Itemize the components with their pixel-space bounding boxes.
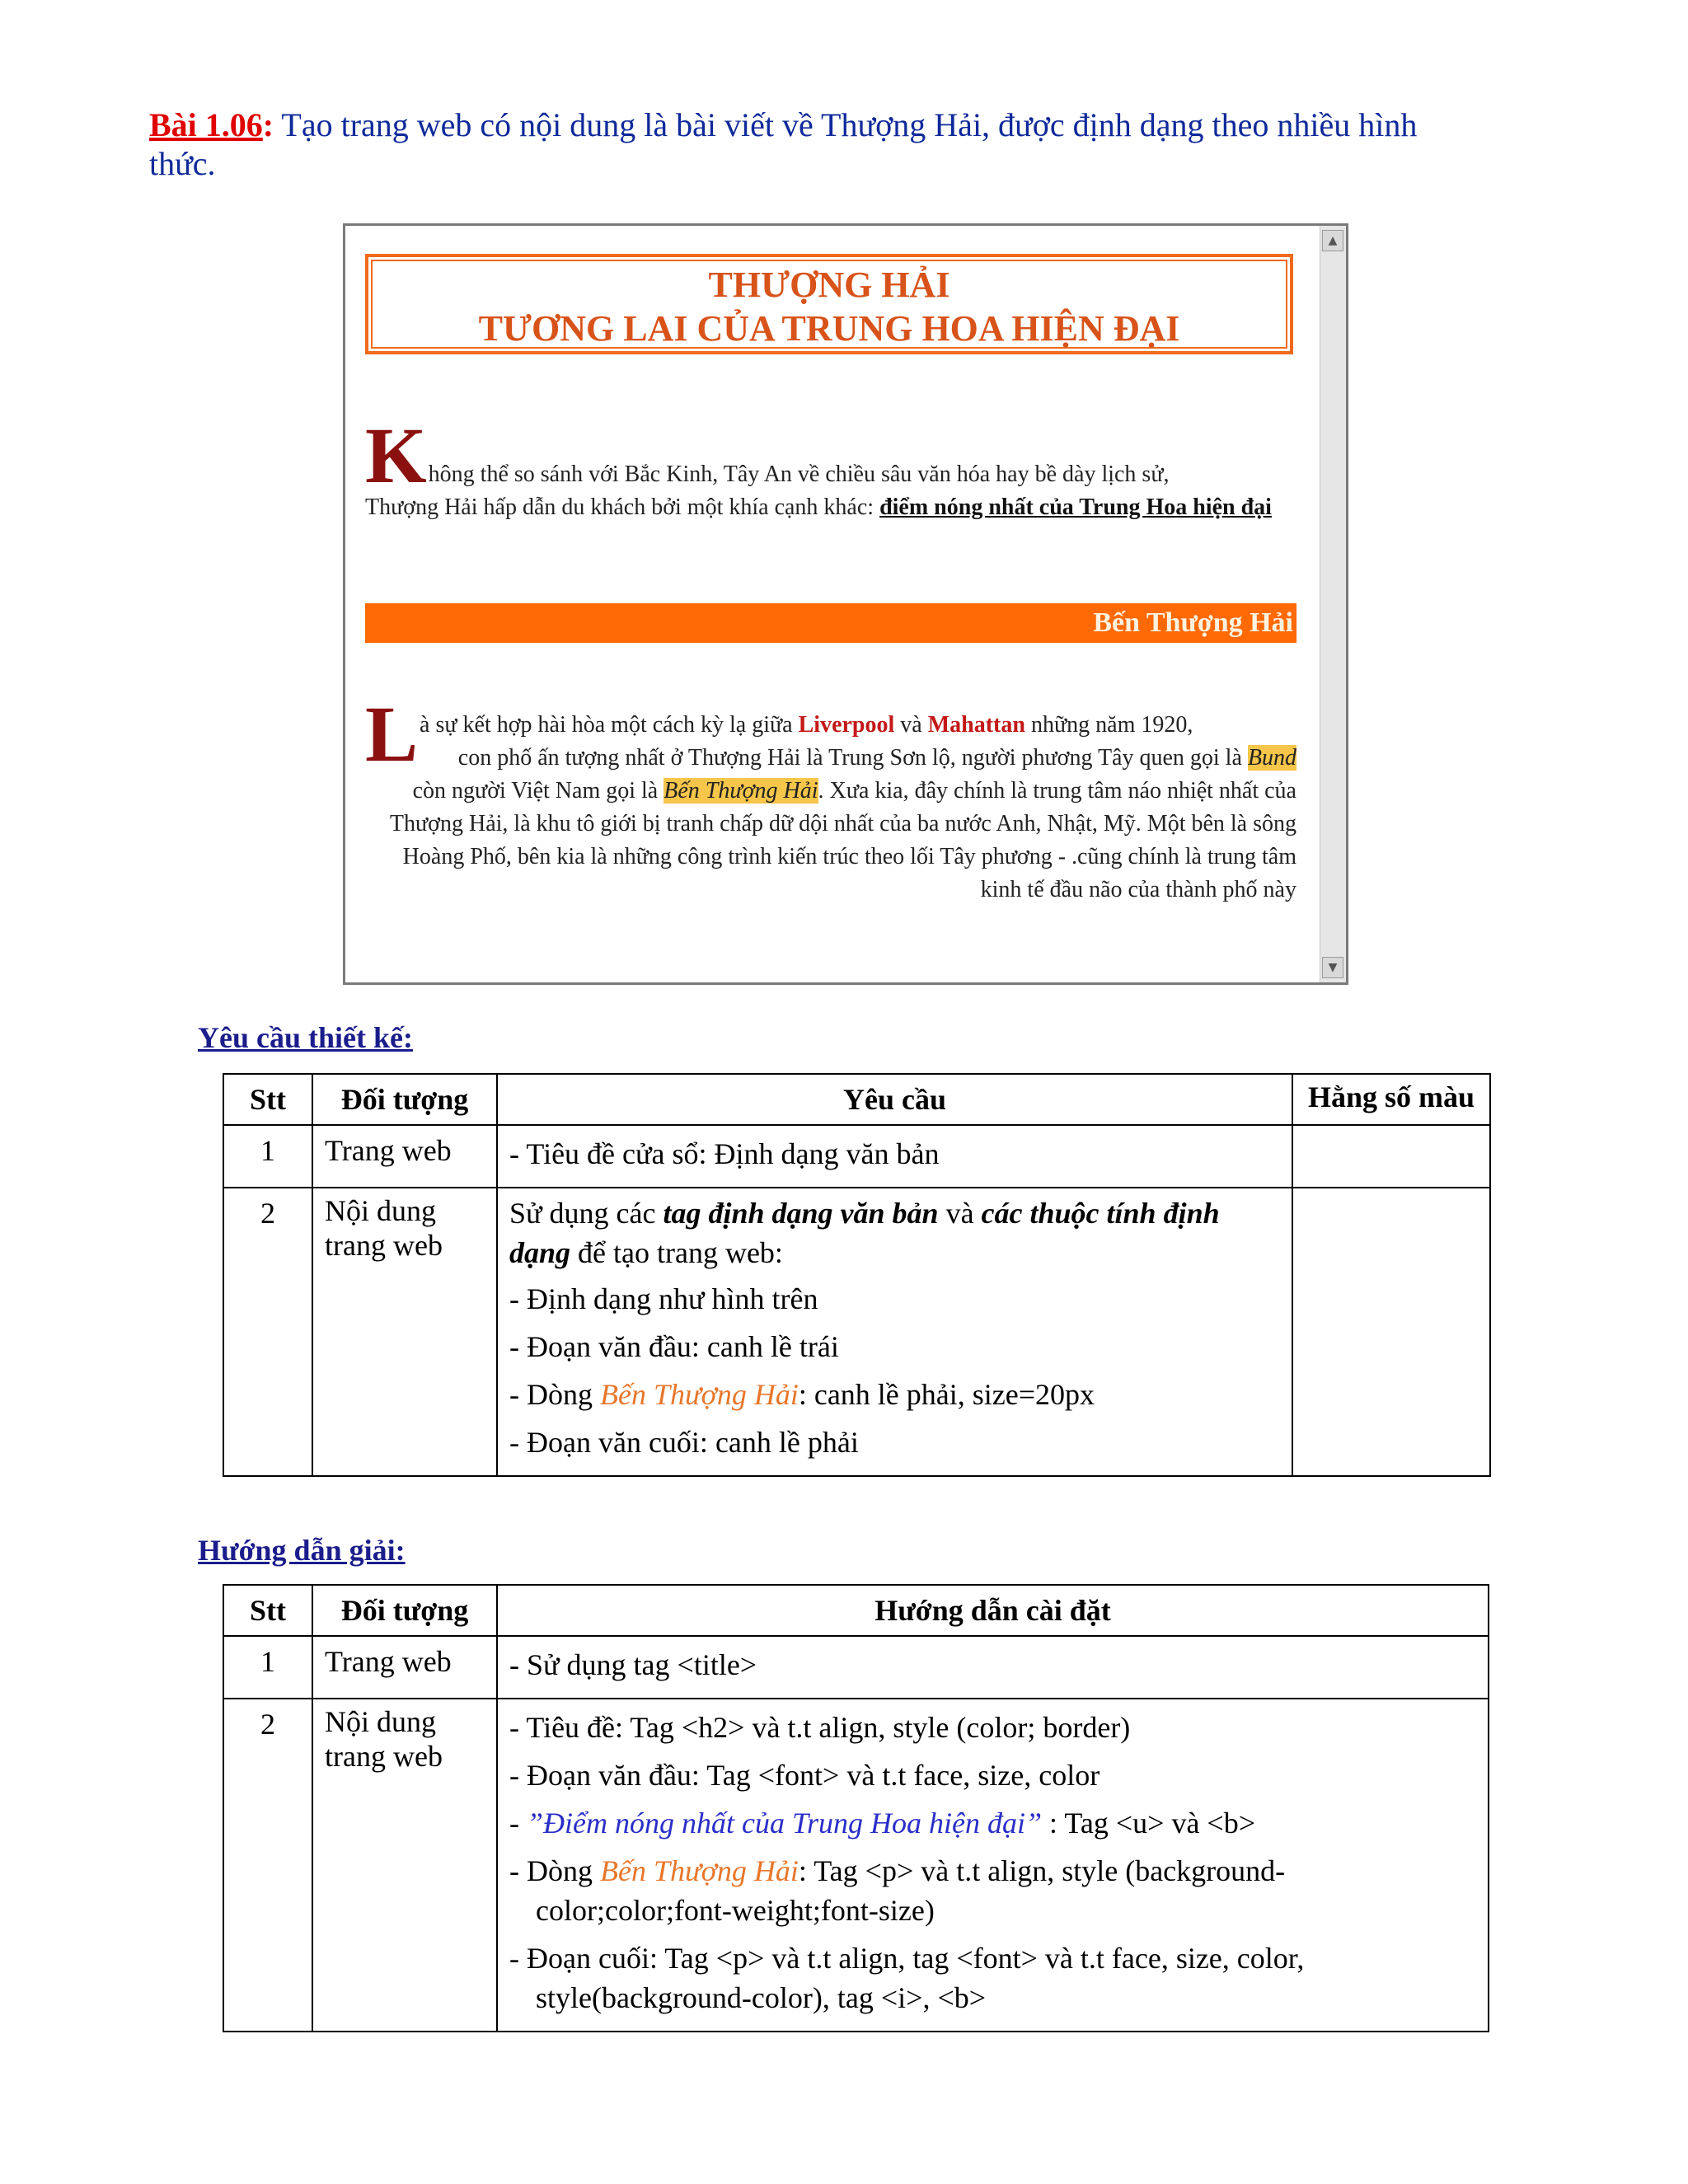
stt-cell: 2	[223, 1699, 312, 2032]
object-cell: Trang web	[312, 1636, 497, 1699]
header-line1: THƯỢNG HẢI	[708, 265, 950, 305]
table-header-row	[223, 1585, 1489, 1636]
dropcap-k: K	[365, 411, 427, 499]
para1-line1: hông thể so sánh với Bắc Kinh, Tây An về chiều sâu văn hóa hay bề dày lịch sử,	[428, 462, 1170, 487]
col-header: Hằng số màu	[1292, 1074, 1490, 1125]
intro-bold: các thuộc tính định dạng	[509, 1197, 1220, 1269]
col-header: Đối tượng	[312, 1074, 497, 1125]
browser-screenshot	[343, 223, 1348, 985]
section-bar: Bến Thượng Hải	[365, 603, 1296, 643]
para2-text: con phố ấn tượng nhất ở Thượng Hải là Trung Sơn lộ, người phương Tây quen gọi là	[457, 745, 1248, 771]
design-heading: Yêu cầu thiết kế:	[198, 1021, 413, 1054]
table-row	[223, 1188, 1490, 1476]
intro-text: và	[938, 1197, 982, 1230]
exercise-number: Bài 1.06	[149, 106, 263, 143]
list-item: - Dòng Bến Thượng Hải: Tag <p> và t.t align, style (background-color;color;font-weight;font-size)	[509, 1851, 1350, 1930]
color-cell	[1292, 1125, 1490, 1188]
guide-table	[223, 1584, 1489, 2032]
screenshot-content	[345, 226, 1320, 982]
header-line2: TƯƠNG LAI CỦA TRUNG HOA HIỆN ĐẠI	[478, 308, 1180, 349]
exercise-colon: :	[262, 106, 274, 143]
para2-text: . Xưa kia, đây chính là trung tâm náo nhiệt nhất của Thượng Hải, là khu tô giới bị tranh chấp dữ dội nhất của ba nước Anh, Nhật, Mỹ. Một bên là sông Hoàng Phố, bên kia là những công trình kiến trúc theo lối Tây phương - .cũng chính là trung tâm kinh tế đầu não của thành phố này	[389, 778, 1296, 902]
col-header: Yêu cầu	[497, 1074, 1292, 1125]
hotspot-text: điểm nóng nhất của Trung Hoa hiện đại	[879, 494, 1272, 520]
table-row	[223, 1636, 1489, 1699]
first-paragraph	[365, 411, 1296, 524]
list-item: - Tiêu đề: Tag <h2> và t.t align, style (color; border)	[509, 1708, 1350, 1747]
para2-text: à sự kết hợp hài hòa một cách kỳ lạ giữa	[420, 712, 799, 738]
intro-bold: tag định dạng văn bản	[663, 1197, 939, 1230]
header-box	[365, 254, 1293, 354]
table-row	[223, 1125, 1490, 1188]
guide-heading: Hướng dẫn giải:	[198, 1534, 406, 1567]
object-cell: Nội dung trang web	[312, 1699, 497, 2032]
list-item: - ”Điểm nóng nhất của Trung Hoa hiện đại” : Tag <u> và <b>	[509, 1803, 1350, 1843]
requirement-intro	[509, 1193, 1280, 1272]
guide-cell	[497, 1699, 1489, 2032]
stt-cell: 2	[223, 1188, 312, 1476]
scroll-up-arrow-icon[interactable]: ▲	[1322, 230, 1343, 251]
ben-highlight: Bến Thượng Hải	[663, 778, 818, 804]
list-item: - Tiêu đề cửa sổ: Định dạng văn bản	[509, 1134, 1280, 1174]
table-header-row	[223, 1074, 1490, 1125]
col-header: Stt	[223, 1074, 312, 1125]
dropcap-l: L	[365, 690, 419, 778]
para1-line2: Thượng Hải hấp dẫn du khách bởi một khía cạnh khác:	[365, 494, 880, 520]
table-row	[223, 1699, 1489, 2032]
intro-text: để tạo trang web:	[570, 1236, 783, 1269]
exercise-text: Tạo trang web có nội dung là bài viết về Thượng Hải, được định dạng theo nhiều hình thức.	[149, 106, 1418, 182]
list-item: - Dòng Bến Thượng Hải: canh lề phải, size=20px	[509, 1375, 1280, 1414]
intro-text: Sử dụng các	[509, 1197, 663, 1230]
list-item: - Đoạn văn đầu: canh lề trái	[509, 1327, 1280, 1366]
object-cell: Nội dung trang web	[312, 1188, 497, 1476]
bund-highlight: Bund	[1247, 745, 1296, 771]
requirement-cell	[497, 1125, 1292, 1188]
mahattan-text: Mahattan	[927, 712, 1025, 738]
col-header: Đối tượng	[312, 1585, 497, 1636]
scroll-down-arrow-icon[interactable]: ▼	[1322, 957, 1343, 978]
para2-text: những năm 1920,	[1025, 712, 1193, 738]
stt-cell: 1	[223, 1125, 312, 1188]
design-table	[223, 1073, 1491, 1477]
list-item: - Đoạn văn đầu: Tag <font> và t.t face, size, color	[509, 1755, 1350, 1795]
color-cell	[1292, 1188, 1490, 1476]
exercise-title	[149, 105, 1468, 183]
second-paragraph	[365, 690, 1296, 907]
requirement-cell	[497, 1188, 1292, 1476]
list-item: - Đoạn cuối: Tag <p> và t.t align, tag <font> và t.t face, size, color, style(background-color), tag <i>, <b>	[509, 1938, 1350, 2018]
para2-text: và	[894, 712, 928, 738]
list-item: - Đoạn văn cuối: canh lề phải	[509, 1422, 1280, 1462]
object-cell: Trang web	[312, 1125, 497, 1188]
para2-text: còn người Việt Nam gọi là	[412, 778, 664, 804]
col-header: Stt	[223, 1585, 312, 1636]
guide-cell	[497, 1636, 1489, 1699]
liverpool-text: Liverpool	[798, 712, 895, 738]
stt-cell: 1	[223, 1636, 312, 1699]
list-item: - Sử dụng tag <title>	[509, 1645, 1476, 1685]
col-header: Hướng dẫn cài đặt	[497, 1585, 1489, 1636]
list-item: - Định dạng như hình trên	[509, 1279, 1280, 1319]
vertical-scrollbar[interactable]	[1320, 226, 1346, 982]
